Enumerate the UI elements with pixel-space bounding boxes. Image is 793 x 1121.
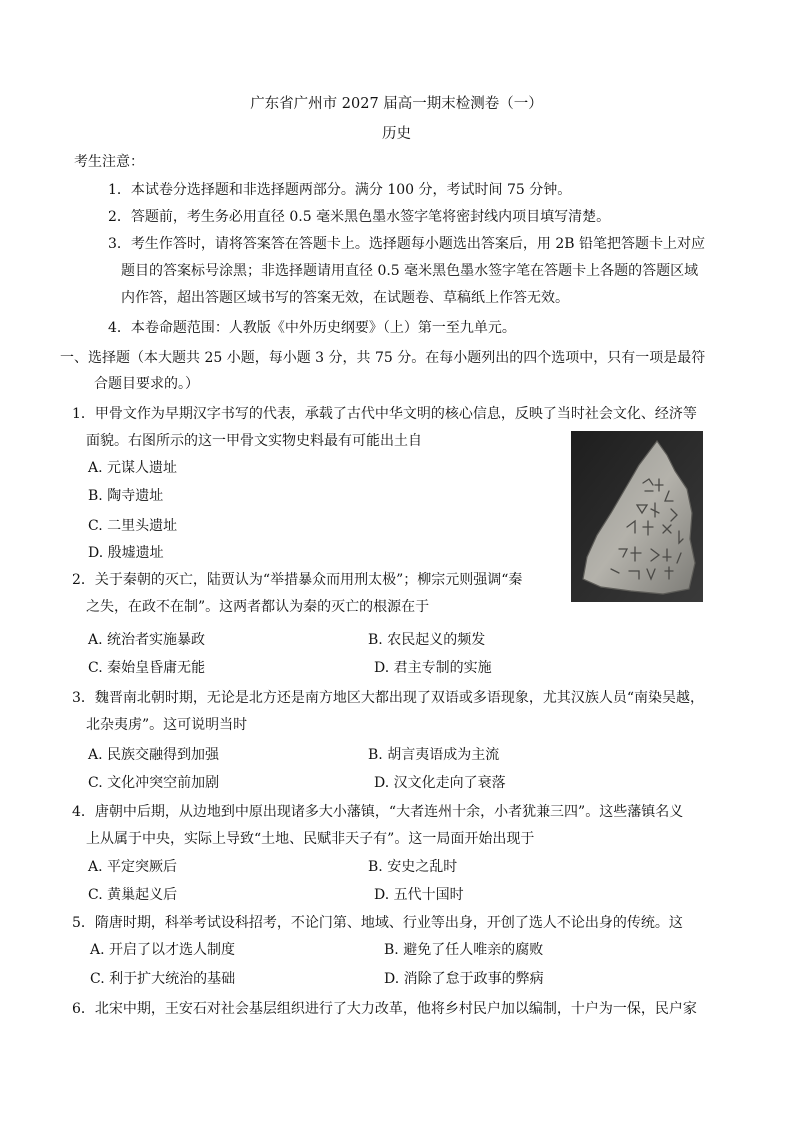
- question-1-option-a: A. 元谋人遗址: [88, 460, 178, 476]
- question-4-option-c: C. 黄巢起义后: [88, 887, 178, 903]
- question-1-option-d: D. 殷墟遗址: [88, 545, 164, 561]
- question-5-option-a: A. 开启了以才选人制度: [90, 942, 236, 958]
- exam-subject: 历史: [382, 126, 411, 142]
- question-3-option-b: B. 胡言夷语成为主流: [368, 747, 500, 763]
- question-4-option-b: B. 安史之乱时: [368, 859, 458, 875]
- oracle-bone-image: [571, 431, 703, 602]
- question-2-option-b: B. 农民起义的频发: [368, 632, 486, 648]
- question-3-option-d: D. 汉文化走向了衰落: [374, 775, 506, 791]
- exam-title: 广东省广州市 2027 届高一期末检测卷（一）: [250, 96, 543, 112]
- question-2-stem-line-2: 之失，在政不在制”。这两者都认为秦的灭亡的根源在于: [86, 599, 430, 615]
- question-1-stem-line-2: 面貌。右图所示的这一甲骨文实物史料最有可能出土自: [86, 433, 422, 449]
- question-2-stem-line-1: 2．关于秦朝的灭亡，陆贾认为“举措暴众而用刑太极”；柳宗元则强调“秦: [72, 572, 523, 588]
- question-5-option-b: B. 避免了任人唯亲的腐败: [384, 942, 544, 958]
- question-5-option-d: D. 消除了怠于政事的弊病: [384, 971, 544, 987]
- section-heading-line-1: 一、选择题（本大题共 25 小题，每小题 3 分，共 75 分。在每小题列出的四个选项中，只有一项是最符: [60, 350, 706, 366]
- notice-item-1: 1．本试卷分选择题和非选择题两部分。满分 100 分，考试时间 75 分钟。: [108, 182, 572, 198]
- notice-item-2: 2．答题前，考生务必用直径 0.5 毫米黑色墨水签字笔将密封线内项目填写清楚。: [108, 209, 611, 225]
- section-heading-line-2: 合题目要求的。）: [94, 376, 199, 392]
- question-2-option-d: D. 君主专制的实施: [374, 660, 492, 676]
- question-3-option-a: A. 民族交融得到加强: [88, 747, 220, 763]
- question-3-stem-line-2: 北杂夷虏”。这可说明当时: [86, 717, 248, 733]
- question-2-option-c: C. 秦始皇昏庸无能: [88, 660, 206, 676]
- question-4-option-a: A. 平定突厥后: [88, 859, 178, 875]
- question-3-stem-line-1: 3．魏晋南北朝时期，无论是北方还是南方地区大都出现了双语或多语现象，尤其汉族人员“南染吴越，: [72, 690, 705, 706]
- notice-heading: 考生注意：: [74, 154, 144, 170]
- question-4-option-d: D. 五代十国时: [374, 887, 464, 903]
- question-3-option-c: C. 文化冲突空前加剧: [88, 775, 220, 791]
- question-6-stem-line-1: 6．北宋中期，王安石对社会基层组织进行了大力改革，他将乡村民户加以编制，十户为一保，民户家: [72, 1001, 697, 1017]
- question-5-option-c: C. 利于扩大统治的基础: [90, 971, 236, 987]
- notice-item-3-line-1: 3．考生作答时，请将答案答在答题卡上。选择题每小题选出答案后，用 2B 铅笔把答题卡上对应: [108, 236, 706, 252]
- question-5-stem-line-1: 5．隋唐时期，科举考试设科招考，不论门第、地域、行业等出身，开创了选人不论出身的传统。这: [72, 915, 683, 931]
- question-4-stem-line-2: 上从属于中央，实际上导致“土地、民赋非天子有”。这一局面开始出现于: [86, 831, 535, 847]
- question-1-option-b: B. 陶寺遗址: [88, 488, 164, 504]
- question-1-option-c: C. 二里头遗址: [88, 518, 178, 534]
- question-4-stem-line-1: 4．唐朝中后期，从边地到中原出现诸多大小藩镇，“大者连州十余，小者犹兼三四”。这些藩镇名义: [72, 804, 684, 820]
- notice-item-3-line-2: 题目的答案标号涂黑；非选择题请用直径 0.5 毫米黑色墨水签字笔在答题卡上各题的答题区域: [121, 263, 699, 279]
- oracle-bone-photo: [571, 431, 703, 602]
- notice-item-3-line-3: 内作答，超出答题区域书写的答案无效，在试题卷、草稿纸上作答无效。: [121, 290, 569, 306]
- question-2-option-a: A. 统治者实施暴政: [88, 632, 206, 648]
- question-1-stem-line-1: 1．甲骨文作为早期汉字书写的代表，承载了古代中华文明的核心信息，反映了当时社会文化、经济等: [72, 406, 697, 422]
- notice-item-4: 4．本卷命题范围：人教版《中外历史纲要》（上）第一至九单元。: [108, 320, 516, 336]
